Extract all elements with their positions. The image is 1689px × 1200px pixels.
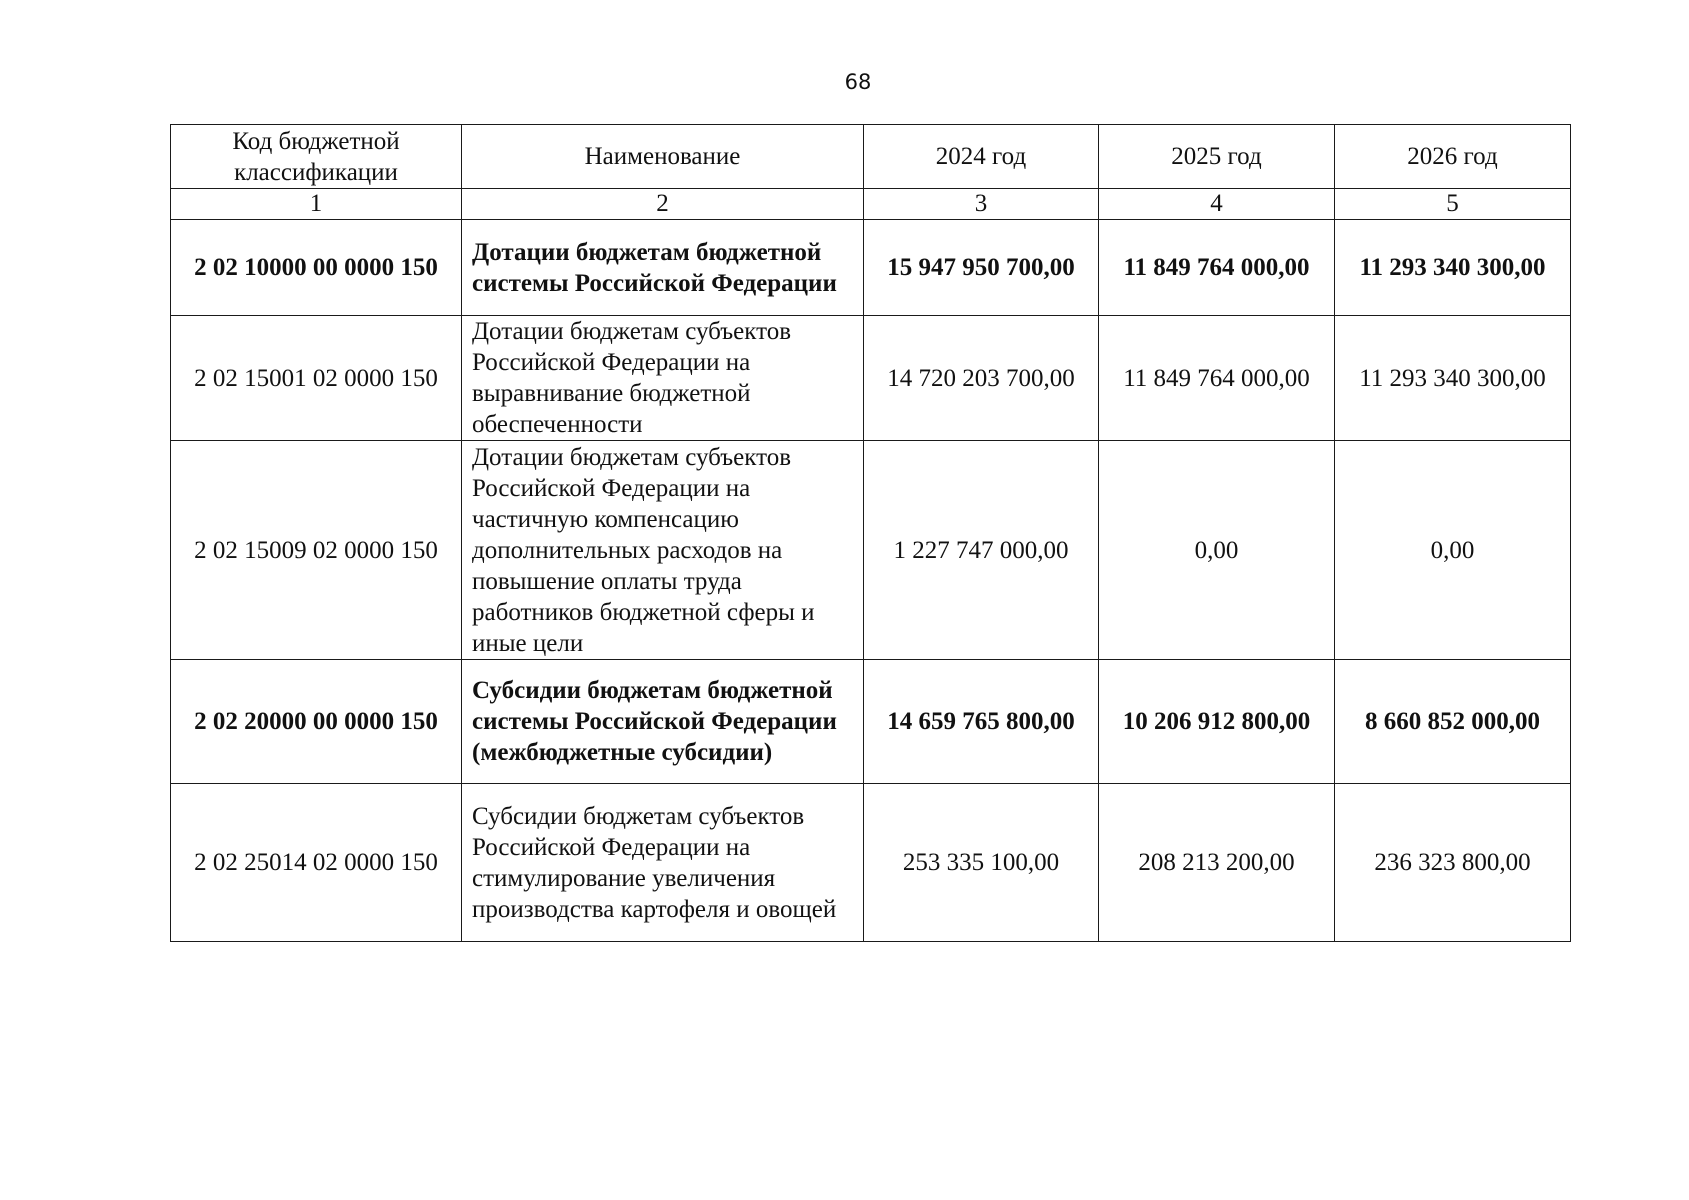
budget-table bbox=[170, 124, 1571, 942]
amount-2025: 0,00 bbox=[1099, 441, 1335, 660]
amount-2024: 14 720 203 700,00 bbox=[864, 316, 1099, 441]
header-code: Код бюджетной классификации bbox=[171, 125, 462, 189]
header-2026: 2026 год bbox=[1335, 125, 1571, 189]
amount-2024: 253 335 100,00 bbox=[864, 784, 1099, 942]
item-name: Субсидии бюджетам бюджетной системы Российской Федерации (межбюджетные субсидии) bbox=[462, 660, 864, 784]
header-name: Наименование bbox=[462, 125, 864, 189]
column-number-row bbox=[171, 189, 1571, 220]
amount-2025: 208 213 200,00 bbox=[1099, 784, 1335, 942]
amount-2024: 14 659 765 800,00 bbox=[864, 660, 1099, 784]
column-number: 5 bbox=[1335, 189, 1571, 220]
column-number: 2 bbox=[462, 189, 864, 220]
header-2024: 2024 год bbox=[864, 125, 1099, 189]
table-row bbox=[171, 316, 1571, 441]
amount-2024: 1 227 747 000,00 bbox=[864, 441, 1099, 660]
table-row bbox=[171, 784, 1571, 942]
column-number: 4 bbox=[1099, 189, 1335, 220]
table-row bbox=[171, 441, 1571, 660]
table-row bbox=[171, 660, 1571, 784]
column-number: 1 bbox=[171, 189, 462, 220]
amount-2026: 0,00 bbox=[1335, 441, 1571, 660]
item-name: Дотации бюджетам субъектов Российской Федерации на частичную компенсацию дополнительных расходов на повышение оплаты труда работников бюджетной сферы и иные цели bbox=[462, 441, 864, 660]
table-row bbox=[171, 220, 1571, 316]
column-number: 3 bbox=[864, 189, 1099, 220]
amount-2026: 11 293 340 300,00 bbox=[1335, 220, 1571, 316]
amount-2026: 11 293 340 300,00 bbox=[1335, 316, 1571, 441]
item-name: Дотации бюджетам субъектов Российской Федерации на выравнивание бюджетной обеспеченности bbox=[462, 316, 864, 441]
page-number: 68 bbox=[844, 70, 872, 94]
budget-code: 2 02 15001 02 0000 150 bbox=[171, 316, 462, 441]
amount-2025: 10 206 912 800,00 bbox=[1099, 660, 1335, 784]
amount-2024: 15 947 950 700,00 bbox=[864, 220, 1099, 316]
amount-2025: 11 849 764 000,00 bbox=[1099, 220, 1335, 316]
header-row bbox=[171, 125, 1571, 189]
budget-code: 2 02 25014 02 0000 150 bbox=[171, 784, 462, 942]
item-name: Субсидии бюджетам субъектов Российской Федерации на стимулирование увеличения производства картофеля и овощей bbox=[462, 784, 864, 942]
amount-2025: 11 849 764 000,00 bbox=[1099, 316, 1335, 441]
budget-code: 2 02 10000 00 0000 150 bbox=[171, 220, 462, 316]
amount-2026: 8 660 852 000,00 bbox=[1335, 660, 1571, 784]
budget-code: 2 02 20000 00 0000 150 bbox=[171, 660, 462, 784]
amount-2026: 236 323 800,00 bbox=[1335, 784, 1571, 942]
item-name: Дотации бюджетам бюджетной системы Российской Федерации bbox=[462, 220, 864, 316]
header-2025: 2025 год bbox=[1099, 125, 1335, 189]
budget-code: 2 02 15009 02 0000 150 bbox=[171, 441, 462, 660]
